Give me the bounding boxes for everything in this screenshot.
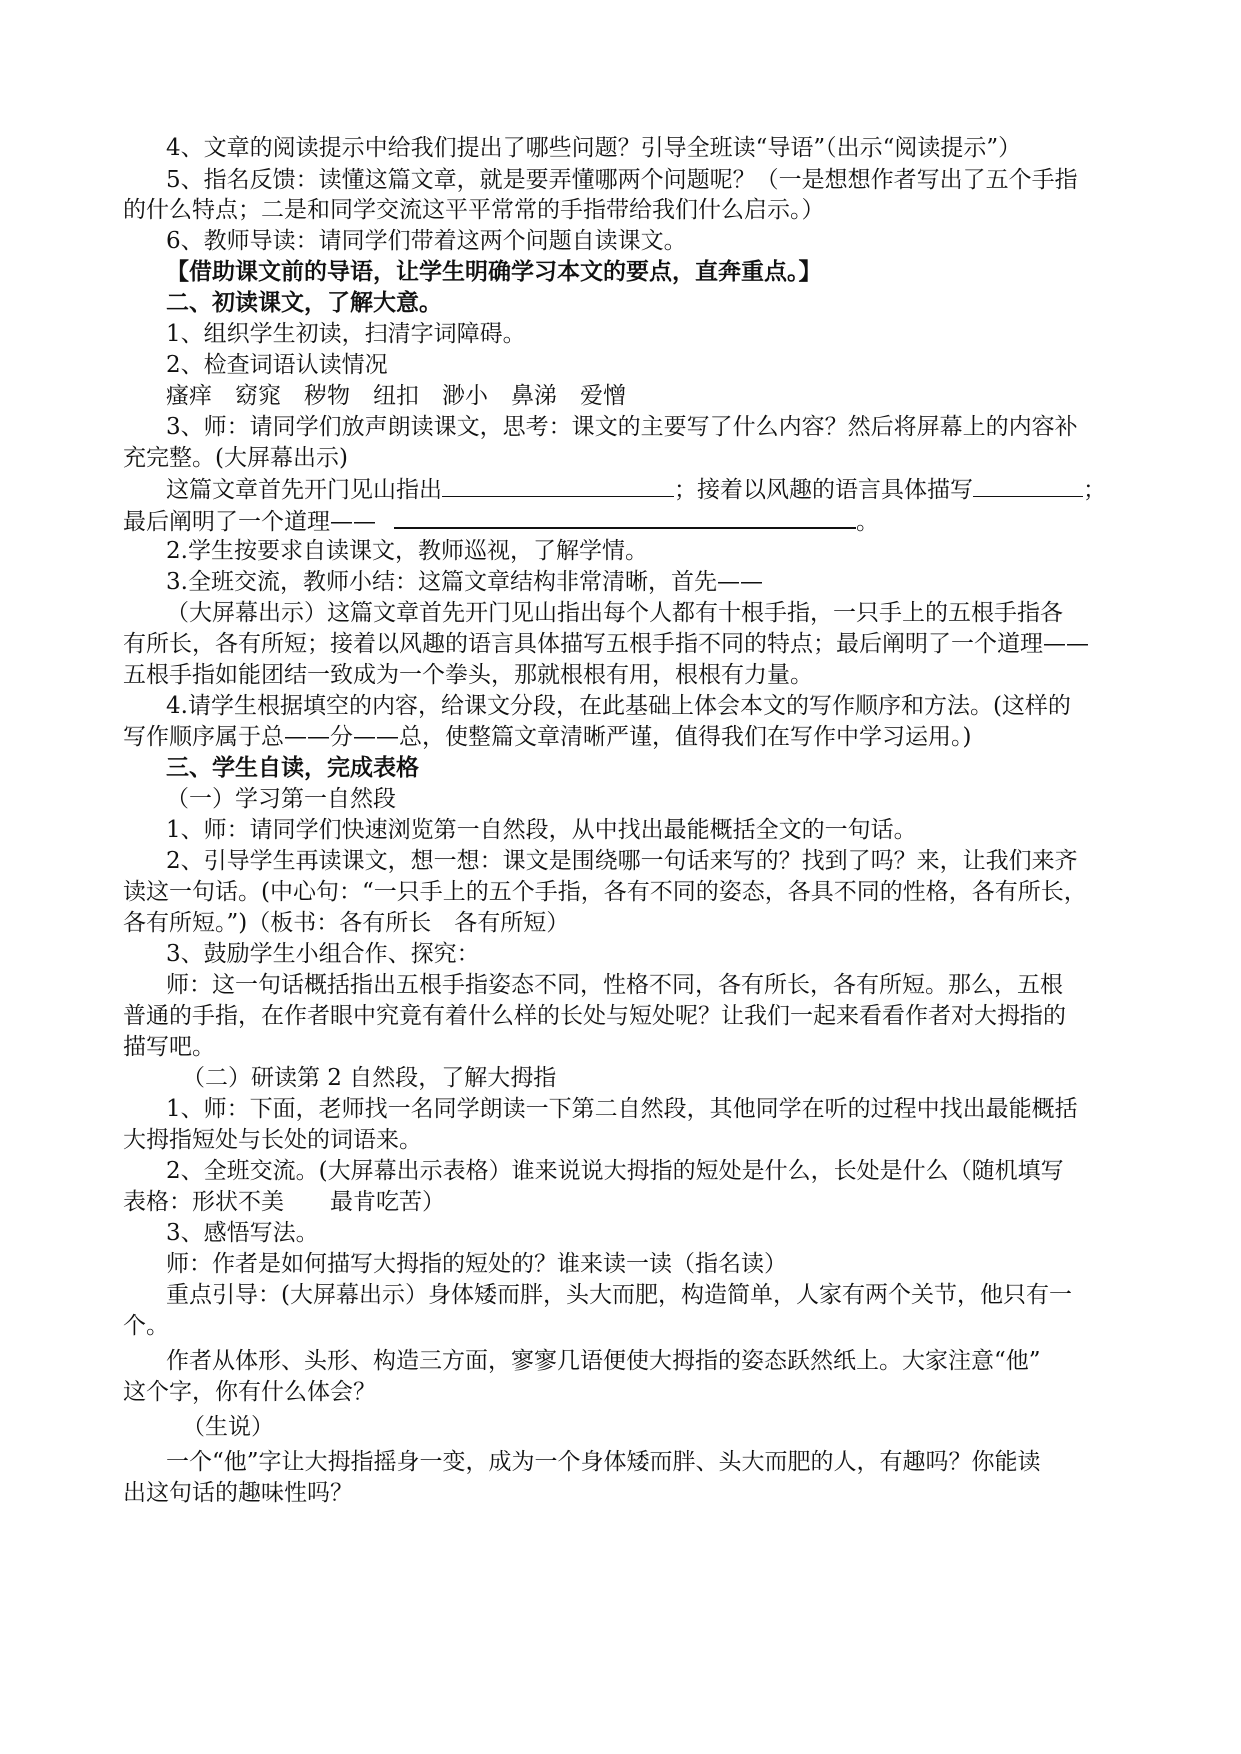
paragraph-line: 读这一句话。(中心句：“一只手上的五个手指，各有不同的姿态，各具不同的性格，各有所长， <box>123 879 1087 905</box>
paragraph-line: 3、师：请同学们放声朗读课文，思考：课文的主要写了什么内容？然后将屏幕上的内容补 <box>166 414 1078 440</box>
paragraph-line: 3、感悟写法。 <box>166 1220 319 1246</box>
fill-in-text: 。 <box>856 509 879 535</box>
paragraph-line: 3.全班交流，教师小结：这篇文章结构非常清晰，首先—— <box>166 569 763 595</box>
paragraph-line: 2、引导学生再读课文，想一想：课文是围绕哪一句话来写的？找到了吗？来，让我们来齐 <box>166 848 1078 874</box>
section-heading: 三、学生自读，完成表格 <box>166 754 419 781</box>
paragraph-line: 2、全班交流。(大屏幕出示表格）谁来说说大拇指的短处是什么，长处是什么（随机填写 <box>166 1158 1064 1184</box>
fill-in-line <box>123 505 879 537</box>
paragraph-line: 普通的手指，在作者眼中究竟有着什么样的长处与短处呢？让我们一起来看看作者对大拇指的 <box>123 1003 1066 1029</box>
paragraph-line: 的什么特点；二是和同学交流这平平常常的手指带给我们什么启示。） <box>123 197 825 223</box>
paragraph-line: 写作顺序属于总——分——总，使整篇文章清晰严谨，值得我们在写作中学习运用。) <box>123 724 972 750</box>
paragraph-line: 充完整。(大屏幕出示) <box>123 445 348 471</box>
fill-in-blank[interactable] <box>442 474 674 497</box>
vocabulary-list: 瘙痒 窈窕 秽物 纽扣 渺小 鼻涕 爱憎 <box>166 383 626 409</box>
paragraph-line: 五根手指如能团结一致成为一个拳头，那就根根有用，根根有力量。 <box>123 662 813 688</box>
paragraph-line: 有所长，各有所短；接着以风趣的语言具体描写五根手指不同的特点；最后阐明了一个道理—— <box>123 631 1089 657</box>
paragraph-line: 各有所短。”)（板书：各有所长 各有所短） <box>123 910 570 936</box>
paragraph-line: 出这句话的趣味性吗？ <box>123 1480 353 1506</box>
paragraph-line: 大拇指短处与长处的词语来。 <box>123 1127 422 1153</box>
paragraph-line: 6、教师导读：请同学们带着这两个问题自读课文。 <box>166 228 687 254</box>
paragraph-line: 4.请学生根据填空的内容，给课文分段，在此基础上体会本文的写作顺序和方法。(这样的 <box>166 693 1071 719</box>
paragraph-line: 4、文章的阅读提示中给我们提出了哪些问题？引导全班读“导语”（出示“阅读提示”） <box>166 135 1022 161</box>
paragraph-line: 1、师：请同学们快速浏览第一自然段，从中找出最能概括全文的一句话。 <box>166 817 917 843</box>
fill-in-blank[interactable] <box>394 505 856 529</box>
paragraph-line: 2.学生按要求自读课文，教师巡视，了解学情。 <box>166 538 648 564</box>
paragraph-line: 作者从体形、头形、构造三方面，寥寥几语便使大拇指的姿态跃然纸上。大家注意“他” <box>166 1348 1041 1374</box>
paragraph-line: 师：作者是如何描写大拇指的短处的？谁来读一读（指名读） <box>166 1251 787 1277</box>
fill-in-text: 这篇文章首先开门见山指出 <box>166 477 442 503</box>
teaching-note: 【借助课文前的导语，让学生明确学习本文的要点，直奔重点。】 <box>166 258 822 285</box>
paragraph-line: 3、鼓励学生小组合作、探究： <box>166 941 480 967</box>
subsection-heading: （二）研读第 2 自然段，了解大拇指 <box>182 1065 557 1091</box>
paragraph-line: 一个“他”字让大拇指摇身一变，成为一个身体矮而胖、头大而肥的人，有趣吗？你能读 <box>166 1449 1041 1475</box>
paragraph-line: 这个字，你有什么体会？ <box>123 1379 376 1405</box>
fill-in-text: 最后阐明了一个道理—— <box>123 509 376 535</box>
fill-in-text: ；接着以风趣的语言具体描写 <box>674 477 973 503</box>
paragraph-line: 5、指名反馈：读懂这篇文章，就是要弄懂哪两个问题呢？（一是想想作者写出了五个手指 <box>166 167 1078 193</box>
paragraph-line: 1、师：下面，老师找一名同学朗读一下第二自然段，其他同学在听的过程中找出最能概括 <box>166 1096 1078 1122</box>
subsection-heading: （一）学习第一自然段 <box>166 786 396 812</box>
paragraph-line: 2、检查词语认读情况 <box>166 352 388 378</box>
paragraph-line: 描写吧。 <box>123 1034 215 1060</box>
fill-in-line <box>166 474 1106 505</box>
paragraph-line: 1、组织学生初读，扫清字词障碍。 <box>166 321 526 347</box>
paragraph-line: 个。 <box>123 1313 169 1339</box>
paragraph-line: 重点引导：(大屏幕出示）身体矮而胖，头大而肥，构造简单，人家有两个关节，他只有一 <box>166 1282 1072 1308</box>
paragraph-line: 师：这一句话概括指出五根手指姿态不同，性格不同，各有所长，各有所短。那么，五根 <box>166 972 1063 998</box>
fill-in-text: ； <box>1083 477 1106 503</box>
paragraph-line: 表格：形状不美 最肯吃苦） <box>123 1189 445 1215</box>
paragraph-line: （大屏幕出示）这篇文章首先开门见山指出每个人都有十根手指，一只手上的五根手指各 <box>166 600 1063 626</box>
fill-in-blank[interactable] <box>973 474 1083 497</box>
paragraph-line: （生说） <box>182 1414 274 1440</box>
section-heading: 二、初读课文，了解大意。 <box>166 289 442 316</box>
